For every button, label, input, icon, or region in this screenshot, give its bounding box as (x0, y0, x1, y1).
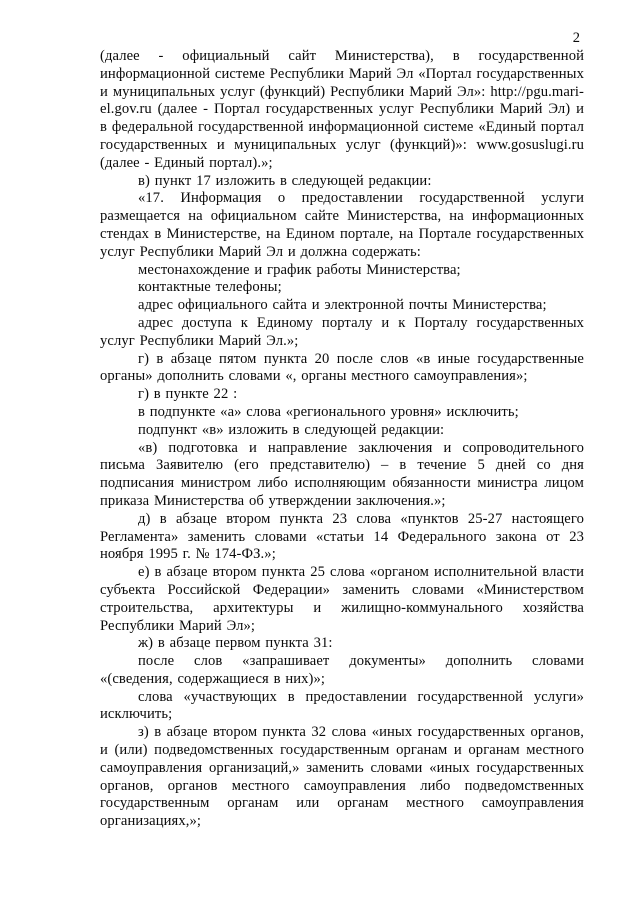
paragraph: е) в абзаце втором пункта 25 слова «органом исполнительной власти субъекта Российской Федерации» заменить словами «Министерством строительства, архитектуры и жилищно-коммунального хозяйства Республики Марий Эл»; (100, 564, 584, 634)
paragraph: г) в абзаце пятом пункта 20 после слов «в иные государственные органы» дополнить словами «, органы местного самоуправления»; (100, 350, 584, 385)
paragraph: подпункт «в» изложить в следующей редакции: (138, 421, 445, 438)
paragraph: адрес официального сайта и электронной почты Министерства; (138, 297, 547, 314)
paragraph: г) в пункте 22 : (138, 386, 238, 403)
paragraph: (далее - официальный сайт Министерства), в государственной информационной системе Республики Марий Эл «Портал государственных и муниципальных услуг (функций) Республики Марий Эл»: http://pgu.mari-el.gov.ru (далее - Портал государственных услуг Республики Марий Эл) и в федеральной государственной информационной системе «Единый портал государственных и муниципальных услуг (функций)»: www.gosuslugi.ru (далее - Единый портал).»; (100, 48, 584, 171)
page-number: 2 (572, 30, 580, 46)
paragraph: адрес доступа к Единому порталу и к Порталу государственных услуг Республики Марий Эл.»; (100, 314, 584, 349)
paragraph: ж) в абзаце первом пункта 31: (138, 635, 333, 652)
paragraph: д) в абзаце втором пункта 23 слова «пунктов 25-27 настоящего Регламента» заменить словами «статьи 14 Федерального закона от 23 ноября 1995 г. № 174-ФЗ.»; (100, 510, 584, 563)
paragraph: в) пункт 17 изложить в следующей редакции: (138, 172, 432, 189)
paragraph: слова «участвующих в предоставлении государственной услуги» исключить; (100, 688, 584, 723)
paragraph: з) в абзаце втором пункта 32 слова «иных государственных органов, и (или) подведомственных государственным органам и органам местного самоуправления организаций,» заменить словами «иных государственных органов, органов местного самоуправления либо подведомственных государственным органам или органам местного самоуправления организациях,»; (100, 724, 584, 830)
paragraph: после слов «запрашивает документы» дополнить словами «(сведения, содержащиеся в них)»; (100, 653, 584, 687)
paragraph: контактные телефоны; (138, 279, 282, 296)
paragraph: местонахождение и график работы Министерства; (138, 261, 461, 278)
paragraph: в подпункте «а» слова «регионального уровня» исключить; (138, 403, 519, 420)
paragraph: «в) подготовка и направление заключения и сопроводительного письма Заявителю (его представителю) – в течение 5 дней со дня подписания министром либо исполняющим обязанности министра лицом приказа Министерства об утверждении заключения.»; (100, 439, 584, 509)
document-body (100, 48, 584, 831)
paragraph: «17. Информация о предоставлении государственной услуги размещается на официальном сайте Министерства, на информационных стендах в Министерстве, на Едином портале, на Портале государственных услуг Республики Марий Эл и должна содержать: (100, 190, 584, 260)
